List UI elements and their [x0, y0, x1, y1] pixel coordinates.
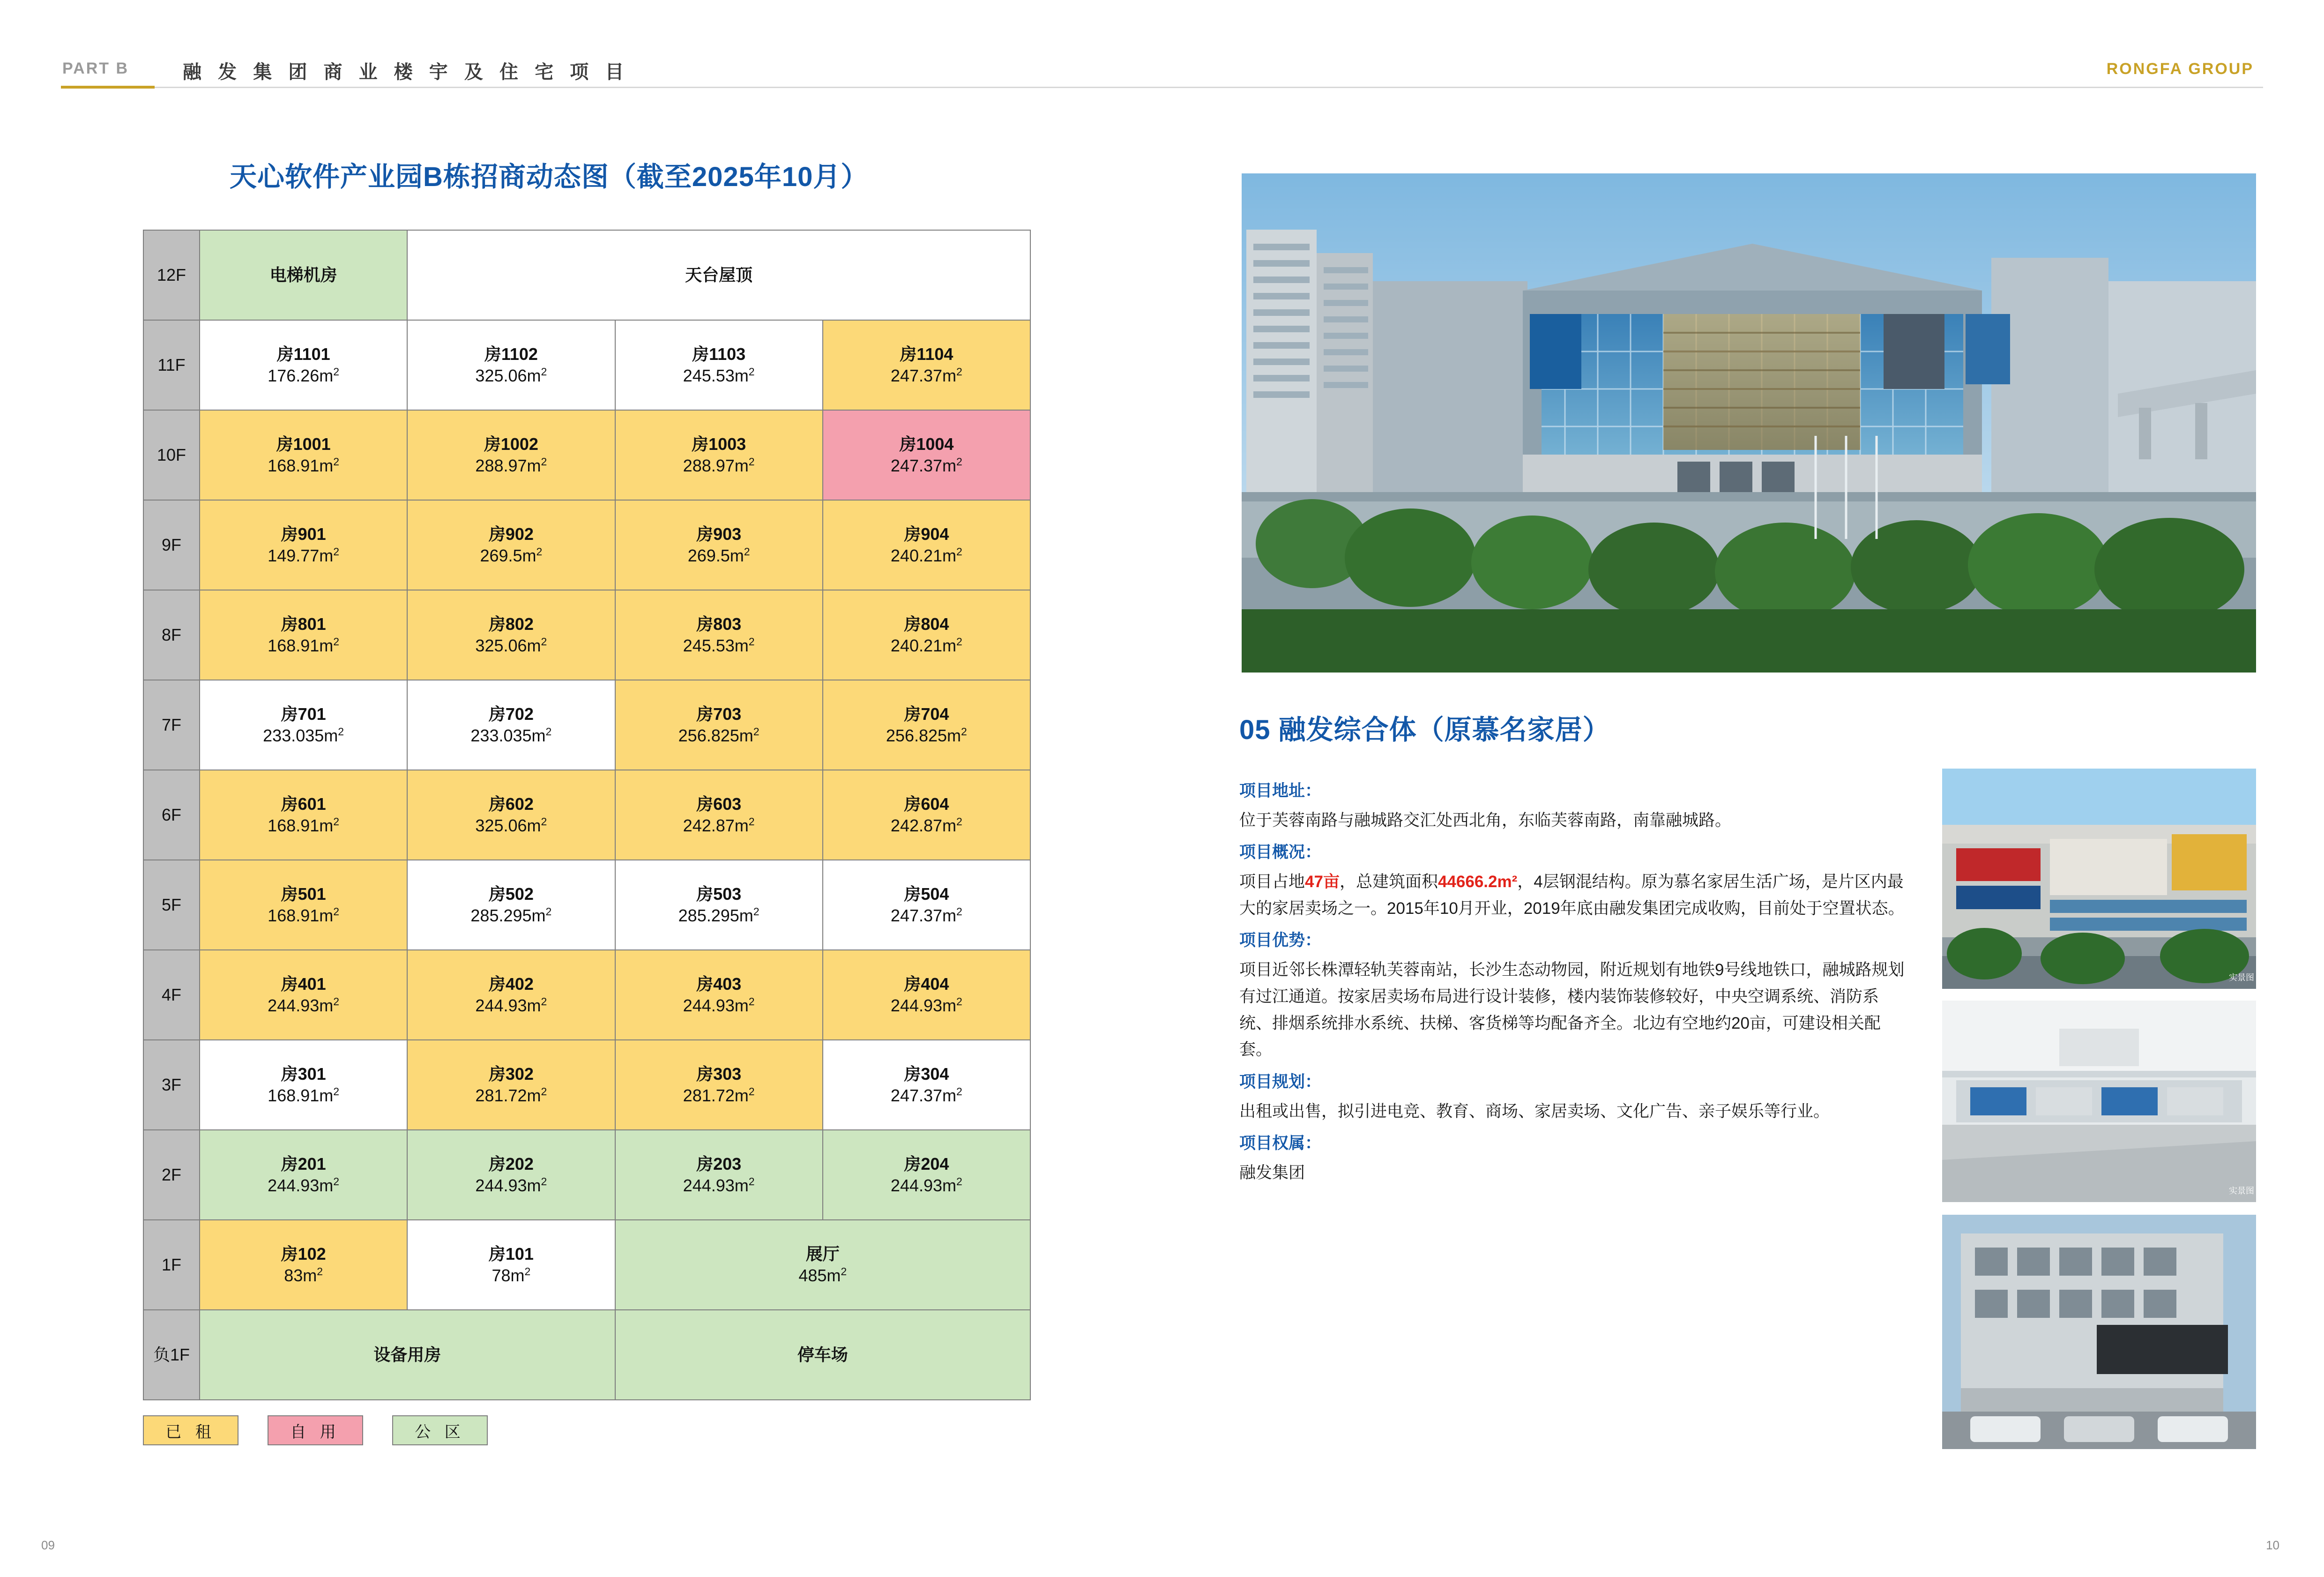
unit-name: 房402	[488, 974, 534, 994]
header-rule	[61, 87, 2263, 88]
unit-cell	[407, 590, 615, 680]
unit-cell	[615, 1220, 1031, 1310]
floor-label: 4F	[143, 950, 200, 1040]
unit-name: 房503	[696, 884, 742, 904]
unit-name: 房603	[696, 794, 742, 814]
unit-cell	[200, 590, 407, 680]
unit-name: 房604	[904, 794, 949, 814]
description-label: 项目权属：	[1239, 1134, 1322, 1153]
unit-name: 房1003	[692, 434, 746, 454]
unit-area: $242.87m^2$	[683, 815, 755, 835]
table-row	[143, 680, 1030, 770]
unit-area: $245.53m^2$	[683, 635, 755, 655]
project-description	[1239, 778, 1905, 1192]
table-row	[143, 410, 1030, 500]
unit-name: 房501	[281, 884, 326, 904]
unit-area: $176.26m^2$	[268, 366, 340, 385]
unit-area: $485m^2$	[798, 1265, 847, 1285]
unit-cell	[615, 1130, 823, 1220]
floor-label: 2F	[143, 1130, 200, 1220]
unit-name: 展厅	[805, 1244, 840, 1263]
table-row	[143, 860, 1030, 950]
unit-cell	[615, 860, 823, 950]
unit-area: $285.295m^2$	[470, 905, 552, 925]
text-run: ，4层钢混结构。原为慕名家居生活广场，是片区内最大的家居卖场之一。2015年10月开业，2019年底由融发集团完成收购，目前处于空置状态。	[1239, 873, 1905, 918]
project-photo-2	[1942, 1001, 2256, 1202]
floor-label: 8F	[143, 590, 200, 680]
unit-cell	[615, 590, 823, 680]
unit-name: 房903	[696, 524, 742, 544]
description-block	[1239, 1069, 1905, 1125]
floor-label: 1F	[143, 1220, 200, 1310]
unit-area: $247.37m^2$	[890, 905, 962, 925]
unit-cell	[615, 770, 823, 860]
table-row	[143, 590, 1030, 680]
unit-area: $168.91m^2$	[268, 456, 340, 475]
legend-item: 公 区	[392, 1415, 488, 1445]
unit-name: 房201	[281, 1154, 326, 1173]
unit-name: 房403	[696, 974, 742, 994]
unit-area: $285.295m^2$	[678, 905, 760, 925]
unit-cell	[615, 680, 823, 770]
unit-cell	[407, 1220, 615, 1310]
unit-name: 房803	[696, 614, 742, 634]
unit-cell	[407, 950, 615, 1040]
unit-area: $244.93m^2$	[890, 995, 962, 1015]
unit-cell	[823, 770, 1030, 860]
floor-label: 5F	[143, 860, 200, 950]
legend-item: 自 用	[268, 1415, 363, 1445]
description-text: 出租或出售，拟引进电竞、教育、商场、家居卖场、文化广告、亲子娱乐等行业。	[1239, 1102, 1830, 1121]
project-photo-3	[1942, 1215, 2256, 1449]
project-photo-1	[1942, 769, 2256, 989]
floor-label: 11F	[143, 320, 200, 410]
unit-name: 房804	[904, 614, 949, 634]
table-row	[143, 950, 1030, 1040]
unit-name: 房303	[696, 1064, 742, 1084]
unit-area: $325.06m^2$	[475, 635, 547, 655]
table-row	[143, 230, 1030, 320]
unit-area: $168.91m^2$	[268, 815, 340, 835]
unit-area: $240.21m^2$	[890, 546, 962, 565]
unit-name: 房902	[488, 524, 534, 544]
unit-cell	[407, 320, 615, 410]
unit-area: $247.37m^2$	[890, 366, 962, 385]
unit-name: 房202	[488, 1154, 534, 1173]
table-row	[143, 1310, 1030, 1400]
unit-cell	[200, 230, 407, 320]
unit-area: $244.93m^2$	[683, 995, 755, 1015]
description-label: 项目规划：	[1239, 1072, 1322, 1091]
unit-name: 房504	[904, 884, 949, 904]
highlighted-value: 44666.2m²	[1438, 873, 1518, 891]
unit-cell	[823, 860, 1030, 950]
unit-cell	[407, 1130, 615, 1220]
unit-cell	[615, 950, 823, 1040]
part-label: PART B	[62, 60, 129, 77]
brand-label: RONGFA GROUP	[2106, 60, 2254, 78]
floor-label: 负1F	[143, 1310, 200, 1400]
unit-cell	[200, 1040, 407, 1130]
floor-label: 9F	[143, 500, 200, 590]
table-row	[143, 1130, 1030, 1220]
floor-label: 7F	[143, 680, 200, 770]
unit-name: 房1102	[484, 344, 538, 364]
unit-cell	[200, 500, 407, 590]
table-row	[143, 320, 1030, 410]
hero-photo	[1242, 173, 2256, 673]
unit-name: 房1004	[899, 434, 954, 454]
unit-cell	[407, 410, 615, 500]
unit-cell	[407, 770, 615, 860]
unit-area: $149.77m^2$	[268, 546, 340, 565]
description-block	[1239, 927, 1905, 1063]
floor-label: 3F	[143, 1040, 200, 1130]
unit-cell	[407, 1040, 615, 1130]
unit-name: 房301	[281, 1064, 326, 1084]
unit-area: $233.035m^2$	[470, 725, 552, 745]
unit-cell	[200, 1310, 615, 1400]
unit-name: 电梯机房	[269, 265, 337, 284]
unit-area: $288.97m^2$	[683, 456, 755, 475]
unit-area: $256.825m^2$	[678, 725, 760, 745]
unit-name: 房601	[281, 794, 326, 814]
unit-area: $244.93m^2$	[268, 995, 340, 1015]
unit-cell	[823, 1040, 1030, 1130]
description-text: 项目近邻长株潭轻轨芙蓉南站，长沙生态动物园，附近规划有地铁9号线地铁口，融城路规划有过江通道。按家居卖场布局进行设计装修，楼内装饰装修较好，中央空调系统、消防系统、排烟系统排水系统、扶梯、客货梯等均配备齐全。北边有空地约20亩，可建设相关配套。	[1239, 961, 1905, 1059]
header-title: 融 发 集 团 商 业 楼 宇 及 住 宅 项 目	[183, 62, 630, 82]
unit-name: 房1103	[692, 344, 746, 364]
unit-name: 房904	[904, 524, 949, 544]
unit-name: 房701	[281, 704, 326, 724]
text-run: ，总建筑面积	[1339, 873, 1438, 891]
unit-name: 房1001	[276, 434, 331, 454]
unit-name: 房1104	[900, 344, 953, 364]
header-rule-accent	[61, 86, 155, 89]
description-text: 融发集团	[1239, 1163, 1305, 1182]
legend	[143, 1415, 488, 1445]
unit-cell	[200, 860, 407, 950]
unit-name: 房203	[696, 1154, 742, 1173]
table-row	[143, 770, 1030, 860]
unit-area: $168.91m^2$	[268, 1085, 340, 1105]
unit-cell	[823, 410, 1030, 500]
unit-name: 房1002	[484, 434, 538, 454]
unit-area: $269.5m^2$	[480, 546, 543, 565]
unit-area: $256.825m^2$	[886, 725, 967, 745]
unit-cell	[407, 500, 615, 590]
unit-area: $242.87m^2$	[890, 815, 962, 835]
unit-area: $281.72m^2$	[475, 1085, 547, 1105]
unit-name: 房101	[488, 1244, 534, 1263]
floor-occupancy-table	[143, 230, 1031, 1400]
unit-area: $233.035m^2$	[263, 725, 344, 745]
unit-name: 房102	[281, 1244, 326, 1263]
description-block	[1239, 839, 1905, 922]
floor-label: 10F	[143, 410, 200, 500]
chart-title: 天心软件产业园B栋招商动态图（截至2025年10月）	[230, 162, 869, 192]
unit-name: 房602	[488, 794, 534, 814]
unit-name: 房901	[281, 524, 326, 544]
unit-name: 房302	[488, 1064, 534, 1084]
unit-area: $168.91m^2$	[268, 635, 340, 655]
svg-text:实景图: 实景图	[2229, 1186, 2254, 1196]
unit-cell	[615, 320, 823, 410]
unit-cell	[200, 320, 407, 410]
unit-name: 天台屋顶	[685, 265, 753, 284]
page-header	[0, 0, 2324, 94]
unit-area: $325.06m^2$	[475, 366, 547, 385]
description-text: 位于芙蓉南路与融城路交汇处西北角，东临芙蓉南路，南靠融城路。	[1239, 811, 1732, 830]
unit-area: $245.53m^2$	[683, 366, 755, 385]
highlighted-value: 47亩	[1305, 873, 1340, 891]
unit-cell	[615, 1040, 823, 1130]
unit-name: 房502	[488, 884, 534, 904]
unit-cell	[200, 1220, 407, 1310]
unit-area: $244.93m^2$	[890, 1175, 962, 1195]
description-label: 项目地址：	[1239, 782, 1322, 800]
unit-name: 房304	[904, 1064, 949, 1084]
left-column	[145, 155, 1035, 194]
table-row	[143, 1220, 1030, 1310]
unit-cell	[823, 1130, 1030, 1220]
unit-area: $240.21m^2$	[890, 635, 962, 655]
unit-cell	[200, 1130, 407, 1220]
unit-cell	[200, 410, 407, 500]
text-run: 项目占地	[1239, 873, 1305, 891]
unit-area: $244.93m^2$	[475, 1175, 547, 1195]
unit-name: 房401	[281, 974, 326, 994]
unit-cell	[823, 950, 1030, 1040]
unit-cell	[615, 1310, 1031, 1400]
unit-name: 房801	[281, 614, 326, 634]
unit-cell	[407, 680, 615, 770]
unit-area: $269.5m^2$	[687, 546, 750, 565]
unit-cell	[615, 410, 823, 500]
unit-name: 房704	[904, 704, 949, 724]
table-row	[143, 500, 1030, 590]
unit-name: 房204	[904, 1154, 949, 1173]
page-number-right: 10	[2266, 1538, 2279, 1552]
unit-area: $288.97m^2$	[475, 456, 547, 475]
unit-cell	[823, 500, 1030, 590]
unit-area: $78m^2$	[492, 1265, 531, 1285]
description-label: 项目优势：	[1239, 931, 1322, 950]
description-text	[1239, 869, 1905, 922]
page-number-left: 09	[41, 1538, 55, 1552]
section-title: 05 融发综合体（原慕名家居）	[1239, 715, 1610, 745]
unit-name: 房1101	[276, 344, 330, 364]
unit-name: 停车场	[797, 1345, 848, 1364]
unit-cell	[200, 680, 407, 770]
unit-area: $325.06m^2$	[475, 815, 547, 835]
floor-label: 6F	[143, 770, 200, 860]
unit-area: $247.37m^2$	[890, 1085, 962, 1105]
unit-cell	[823, 680, 1030, 770]
unit-area: $281.72m^2$	[683, 1085, 755, 1105]
unit-name: 房702	[488, 704, 534, 724]
unit-cell	[615, 500, 823, 590]
unit-cell	[823, 320, 1030, 410]
unit-name: 设备用房	[373, 1345, 441, 1364]
unit-area: $168.91m^2$	[268, 905, 340, 925]
description-block	[1239, 778, 1905, 834]
unit-cell	[407, 230, 1030, 320]
description-block	[1239, 1130, 1905, 1186]
svg-text:实景图: 实景图	[2229, 973, 2254, 982]
description-label: 项目概况：	[1239, 843, 1322, 862]
legend-item: 已 租	[143, 1415, 238, 1445]
unit-area: $247.37m^2$	[890, 456, 962, 475]
unit-area: $244.93m^2$	[683, 1175, 755, 1195]
unit-area: $244.93m^2$	[475, 995, 547, 1015]
unit-name: 房703	[696, 704, 742, 724]
unit-area: $244.93m^2$	[268, 1175, 340, 1195]
unit-cell	[200, 770, 407, 860]
unit-cell	[823, 590, 1030, 680]
unit-cell	[407, 860, 615, 950]
unit-cell	[200, 950, 407, 1040]
unit-area: $83m^2$	[284, 1265, 323, 1285]
table-row	[143, 1040, 1030, 1130]
unit-name: 房802	[488, 614, 534, 634]
floor-label: 12F	[143, 230, 200, 320]
unit-name: 房404	[904, 974, 949, 994]
